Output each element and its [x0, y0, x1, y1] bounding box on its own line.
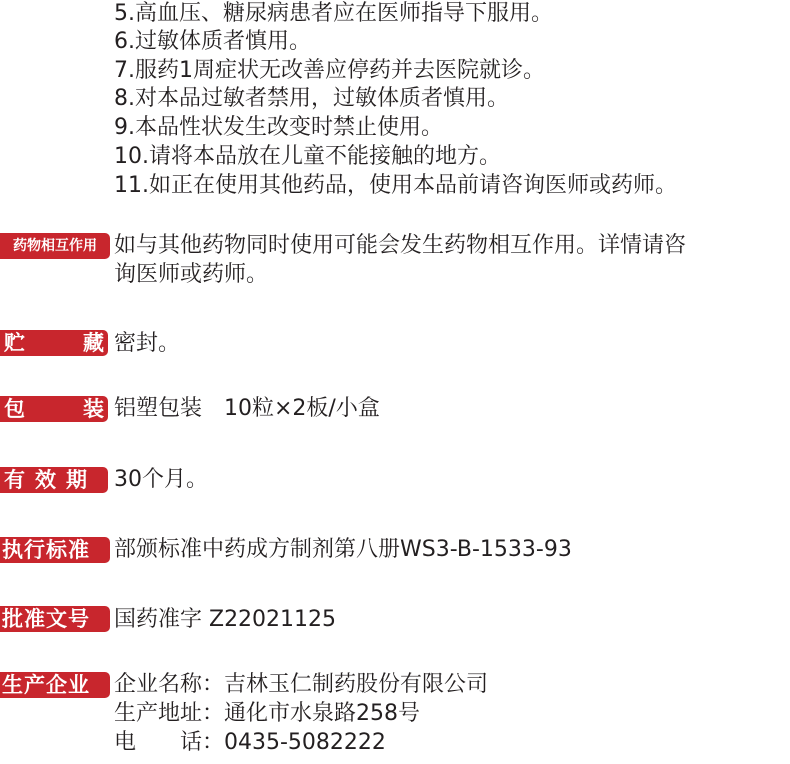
interaction-text-line-1: 如与其他药物同时使用可能会发生药物相互作用。详情请咨 — [114, 233, 687, 258]
approval-text: 国药准字 Z22021125 — [114, 607, 337, 632]
validity-text: 30个月。 — [114, 467, 208, 492]
manufacturer-address: 生产地址：通化市水泉路258号 — [114, 701, 420, 726]
package-text: 铝塑包装 10粒×2板/小盒 — [114, 396, 380, 421]
manufacturer-phone: 电 话：0435-5082222 — [114, 730, 386, 755]
package-label-right: 装 — [83, 397, 104, 421]
precaution-item: 6.过敏体质者慎用。 — [114, 29, 311, 54]
precaution-item: 11.如正在使用其他药品，使用本品前请咨询医师或药师。 — [114, 173, 677, 198]
storage-label-right: 藏 — [83, 331, 104, 355]
manufacturer-label: 生产企业 — [0, 672, 110, 698]
precaution-item: 8.对本品过敏者禁用，过敏体质者慎用。 — [114, 86, 509, 111]
validity-label: 有效期 — [0, 467, 108, 493]
package-label — [0, 396, 108, 422]
package-label-left: 包 — [4, 397, 25, 421]
standard-text: 部颁标准中药成方制剂第八册WS3-B-1533-93 — [114, 537, 572, 562]
approval-label: 批准文号 — [0, 606, 110, 632]
storage-text: 密封。 — [114, 331, 181, 356]
storage-label — [0, 330, 108, 356]
interaction-label: 药物相互作用 — [0, 233, 110, 259]
interaction-text-line-2: 询医师或药师。 — [114, 262, 269, 287]
precaution-item: 5.高血压、糖尿病患者应在医师指导下服用。 — [114, 1, 553, 26]
manufacturer-company: 企业名称：吉林玉仁制药股份有限公司 — [114, 672, 489, 697]
precaution-item: 10.请将本品放在儿童不能接触的地方。 — [114, 144, 501, 169]
standard-label: 执行标准 — [0, 537, 110, 563]
precaution-item: 7.服药1周症状无改善应停药并去医院就诊。 — [114, 58, 545, 83]
storage-label-left: 贮 — [4, 331, 25, 355]
precaution-item: 9.本品性状发生改变时禁止使用。 — [114, 115, 443, 140]
